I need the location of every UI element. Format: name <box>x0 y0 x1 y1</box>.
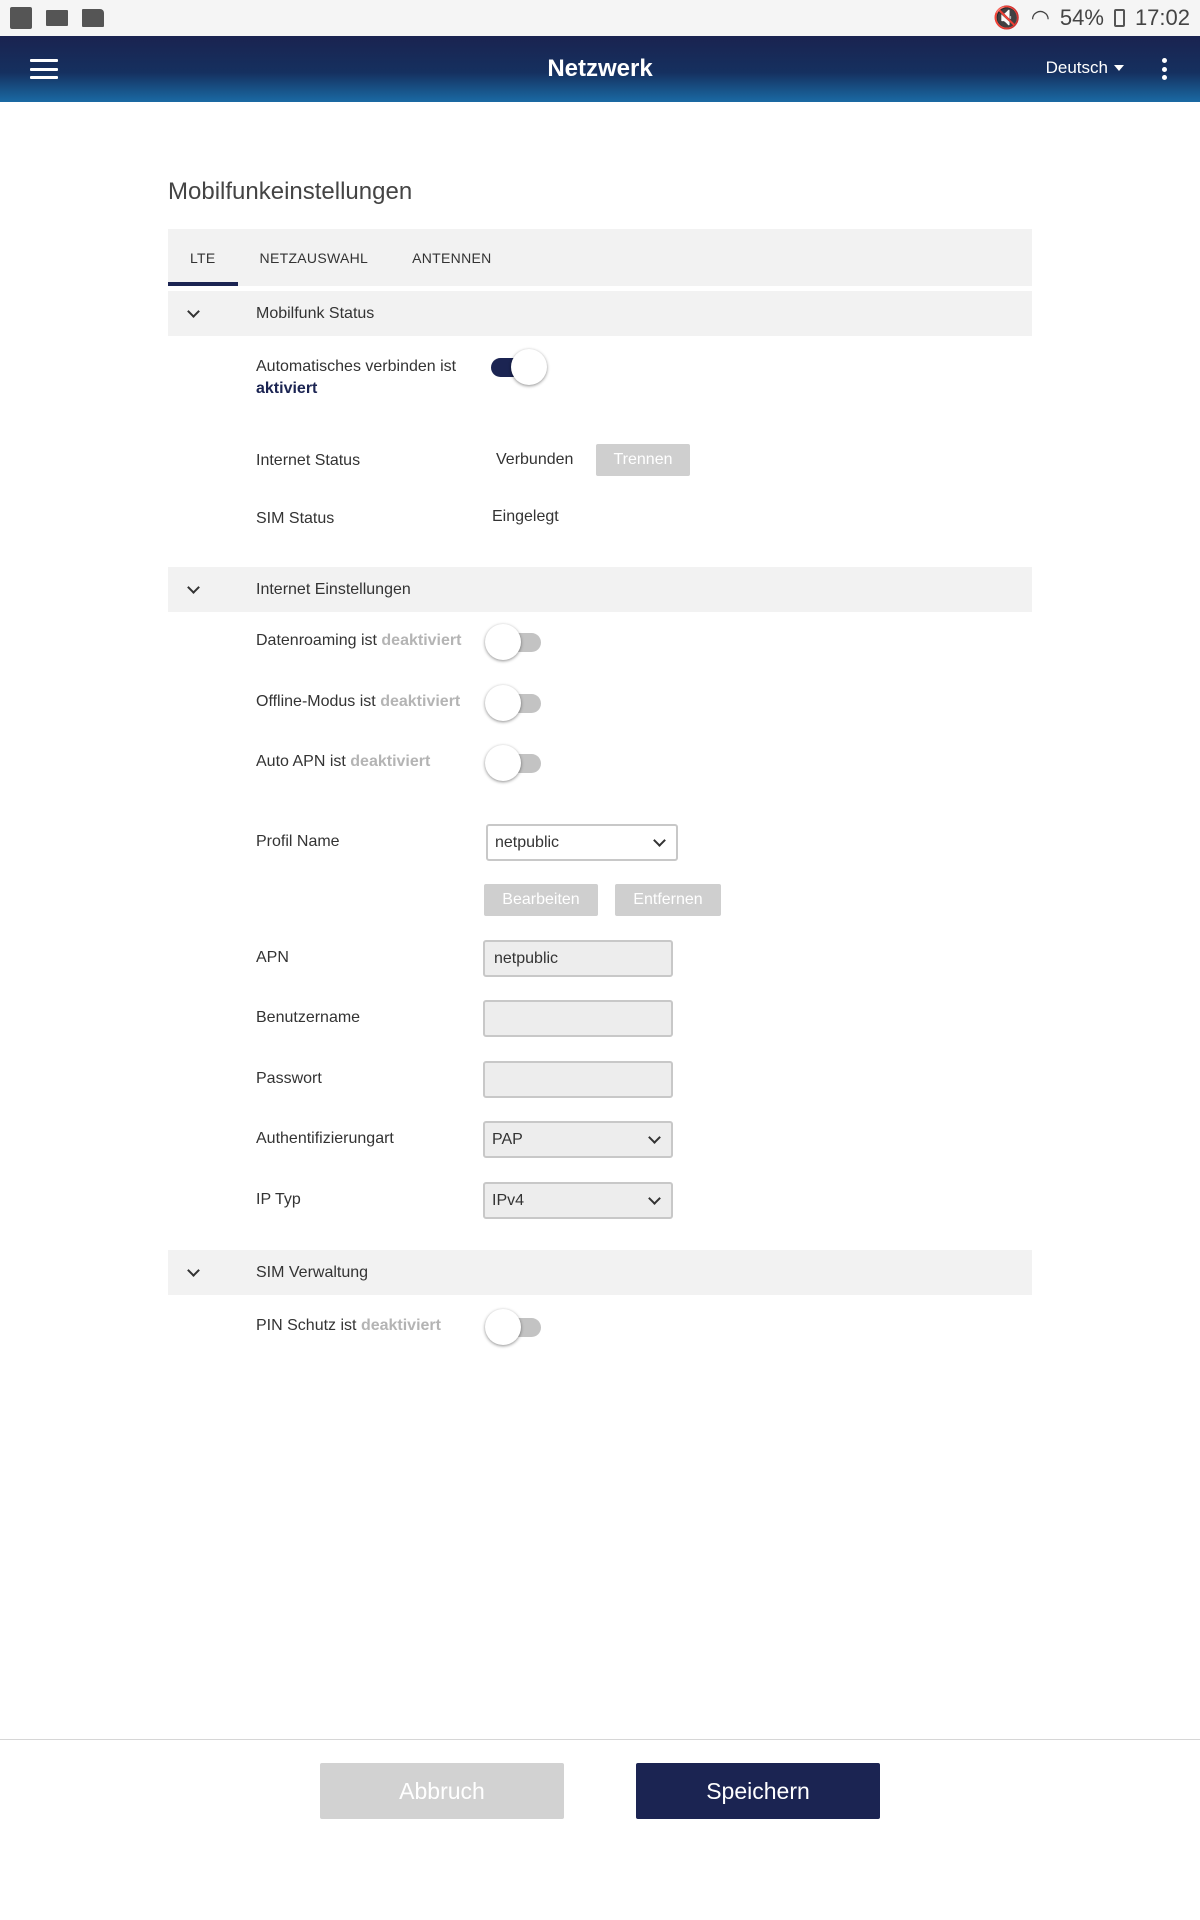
folder-icon <box>82 9 104 27</box>
tab-bar <box>168 229 1032 286</box>
apn-label: APN <box>256 949 289 966</box>
section-title: SIM Verwaltung <box>256 1263 369 1281</box>
auth-type-select[interactable] <box>483 1121 673 1158</box>
username-label: Benutzername <box>256 1009 361 1026</box>
page-title: Mobilfunkeinstellungen <box>168 178 413 205</box>
auto-connect-label <box>256 356 456 400</box>
footer-divider <box>0 1739 1200 1740</box>
sim-status-value: Eingelegt <box>492 508 559 525</box>
edit-profile-button[interactable]: Bearbeiten <box>484 884 598 916</box>
wifi-icon: ◠ <box>1030 5 1050 30</box>
chevron-down-icon <box>187 1264 200 1277</box>
auto-connect-text: Automatisches verbinden ist <box>256 358 457 375</box>
section-header-internet-settings[interactable] <box>168 567 1032 612</box>
caret-down-icon <box>1114 65 1124 71</box>
section-title: Internet Einstellungen <box>256 580 411 598</box>
offline-mode-text: Offline-Modus ist <box>256 693 376 710</box>
password-input[interactable] <box>483 1061 673 1098</box>
offline-mode-label <box>256 693 460 711</box>
auto-apn-label <box>256 753 430 771</box>
auth-type-value: PAP <box>492 1130 523 1148</box>
apn-value: netpublic <box>494 949 559 967</box>
auto-connect-toggle[interactable] <box>485 349 547 385</box>
roaming-text: Datenroaming ist <box>256 632 377 649</box>
internet-status-label: Internet Status <box>256 452 361 469</box>
profile-name-label: Profil Name <box>256 833 340 850</box>
pin-protection-state: deaktiviert <box>360 1317 441 1334</box>
auto-apn-toggle[interactable] <box>485 745 547 781</box>
more-options-icon[interactable] <box>1161 58 1167 80</box>
pin-protection-label <box>256 1317 441 1335</box>
tab-label: LTE <box>190 249 216 266</box>
ip-type-select[interactable] <box>483 1182 673 1219</box>
apn-input[interactable] <box>483 940 673 977</box>
roaming-label <box>256 632 461 650</box>
disconnect-button[interactable]: Trennen <box>596 444 690 476</box>
language-dropdown[interactable] <box>1046 58 1124 78</box>
language-label: Deutsch <box>1045 58 1108 77</box>
ip-type-label: IP Typ <box>256 1191 301 1208</box>
pin-protection-toggle[interactable] <box>485 1309 547 1345</box>
auto-apn-state: deaktiviert <box>350 753 431 770</box>
auto-connect-state: aktiviert <box>256 380 318 397</box>
tab-lte[interactable] <box>168 229 238 286</box>
mute-icon: 🔇 <box>993 5 1021 30</box>
offline-mode-toggle[interactable] <box>485 685 547 721</box>
mail-icon <box>46 10 68 26</box>
roaming-toggle[interactable] <box>485 624 547 660</box>
ip-type-value: IPv4 <box>492 1191 525 1209</box>
profile-name-value: netpublic <box>495 833 560 851</box>
chevron-down-icon <box>187 581 200 594</box>
app-bar <box>0 36 1200 102</box>
internet-status-value: Verbunden <box>496 451 574 468</box>
tab-label: ANTENNEN <box>412 249 492 266</box>
battery-percent: 54% <box>1059 5 1104 30</box>
tab-antennen[interactable] <box>390 229 513 286</box>
profile-name-select[interactable] <box>486 824 678 861</box>
tab-label: NETZAUSWAHL <box>259 249 369 266</box>
roaming-state: deaktiviert <box>381 632 462 649</box>
cancel-button[interactable]: Abbruch <box>320 1763 564 1819</box>
remove-profile-button[interactable]: Entfernen <box>615 884 721 916</box>
offline-mode-state: deaktiviert <box>380 693 461 710</box>
pin-protection-text: PIN Schutz ist <box>256 1317 357 1334</box>
username-input[interactable] <box>483 1000 673 1037</box>
clock: 17:02 <box>1134 5 1190 30</box>
section-header-mobile-status[interactable] <box>168 291 1032 336</box>
flipboard-icon <box>10 7 32 29</box>
auto-apn-text: Auto APN ist <box>256 753 346 770</box>
section-title: Mobilfunk Status <box>256 304 375 322</box>
chevron-down-icon <box>648 1192 661 1205</box>
battery-icon <box>1114 9 1125 27</box>
chevron-down-icon <box>187 305 200 318</box>
section-header-sim-management[interactable] <box>168 1250 1032 1295</box>
menu-icon[interactable] <box>30 59 58 79</box>
chevron-down-icon <box>653 834 666 847</box>
sim-status-label: SIM Status <box>256 510 335 527</box>
app-title: Netzwerk <box>547 55 653 82</box>
auth-type-label: Authentifizierungart <box>256 1130 394 1147</box>
password-label: Passwort <box>256 1070 322 1087</box>
save-button[interactable]: Speichern <box>636 1763 880 1819</box>
status-bar <box>0 0 1200 36</box>
tab-netzauswahl[interactable] <box>238 229 391 286</box>
chevron-down-icon <box>648 1131 661 1144</box>
